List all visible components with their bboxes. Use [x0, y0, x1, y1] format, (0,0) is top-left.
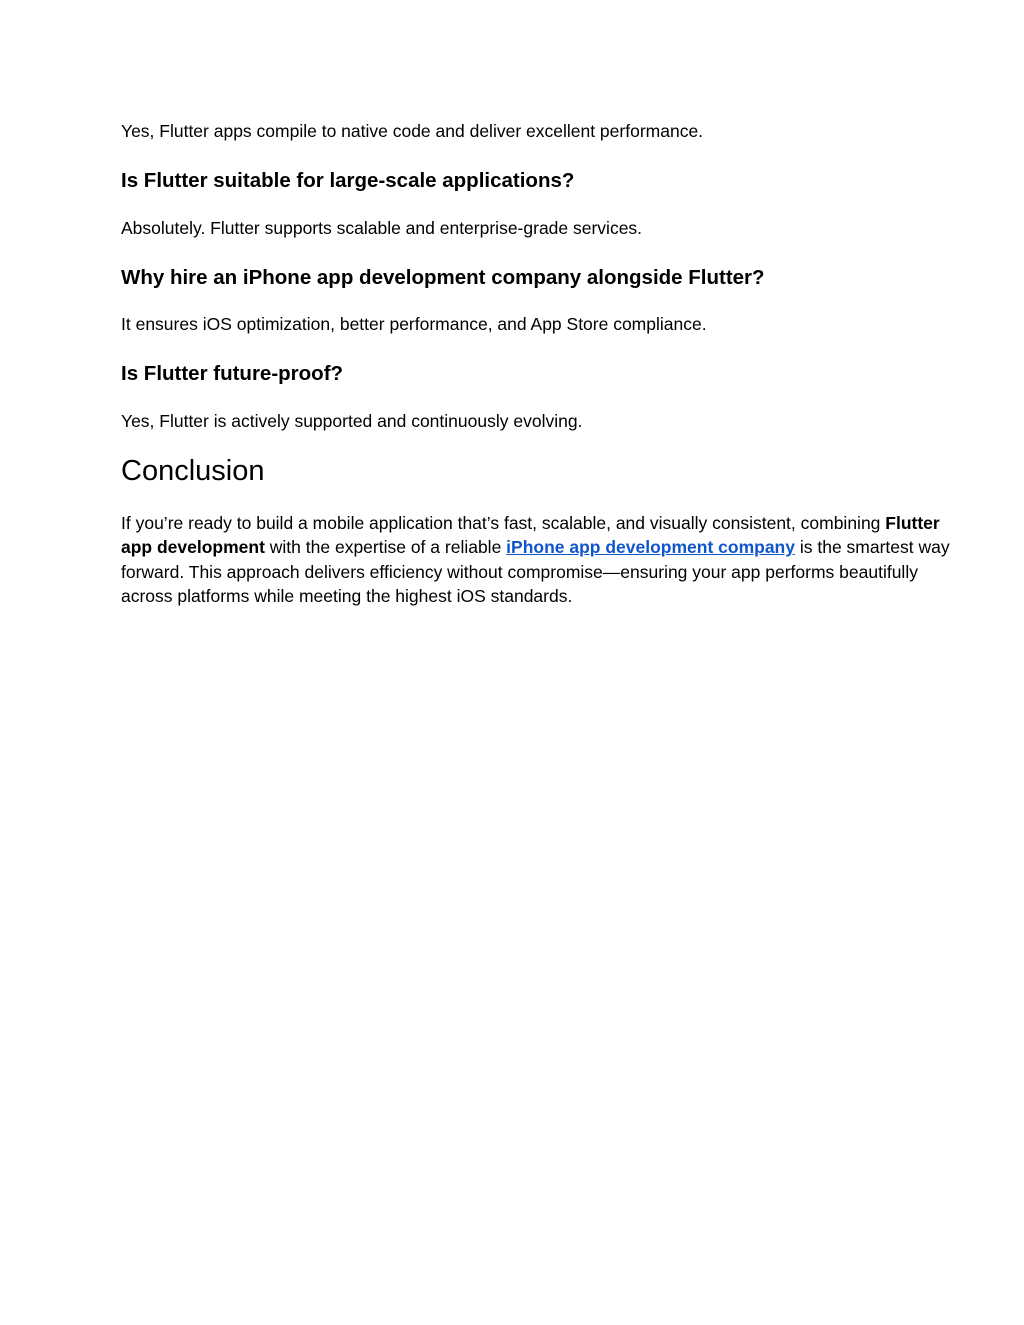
faq-answer: Yes, Flutter is actively supported and continuously evolving.	[121, 411, 583, 431]
conclusion-text: If you’re ready to build a mobile application that’s fast, scalable, and visually consistent, combining	[121, 513, 886, 533]
faq-answer: It ensures iOS optimization, better performance, and App Store compliance.	[121, 314, 707, 334]
conclusion-paragraph	[121, 511, 951, 609]
bold-phrase: Flutter app development	[121, 513, 940, 558]
conclusion-heading: Conclusion	[121, 455, 265, 487]
faq-answer: Yes, Flutter apps compile to native code and deliver excellent performance.	[121, 121, 704, 141]
iphone-app-development-link[interactable]: iPhone app development company	[506, 537, 795, 558]
conclusion-text: is the smartest way forward. This approach delivers efficiency without compromise—ensuring your app performs beautifully across platforms while meeting the highest iOS standards.	[121, 537, 950, 607]
conclusion-text: with the expertise of a reliable	[264, 537, 507, 558]
faq-question: Is Flutter future-proof?	[121, 362, 344, 385]
faq-answer: Absolutely. Flutter supports scalable and enterprise-grade services.	[121, 218, 643, 238]
faq-question: Is Flutter suitable for large-scale applications?	[121, 169, 575, 192]
faq-question: Why hire an iPhone app development company alongside Flutter?	[121, 266, 765, 289]
